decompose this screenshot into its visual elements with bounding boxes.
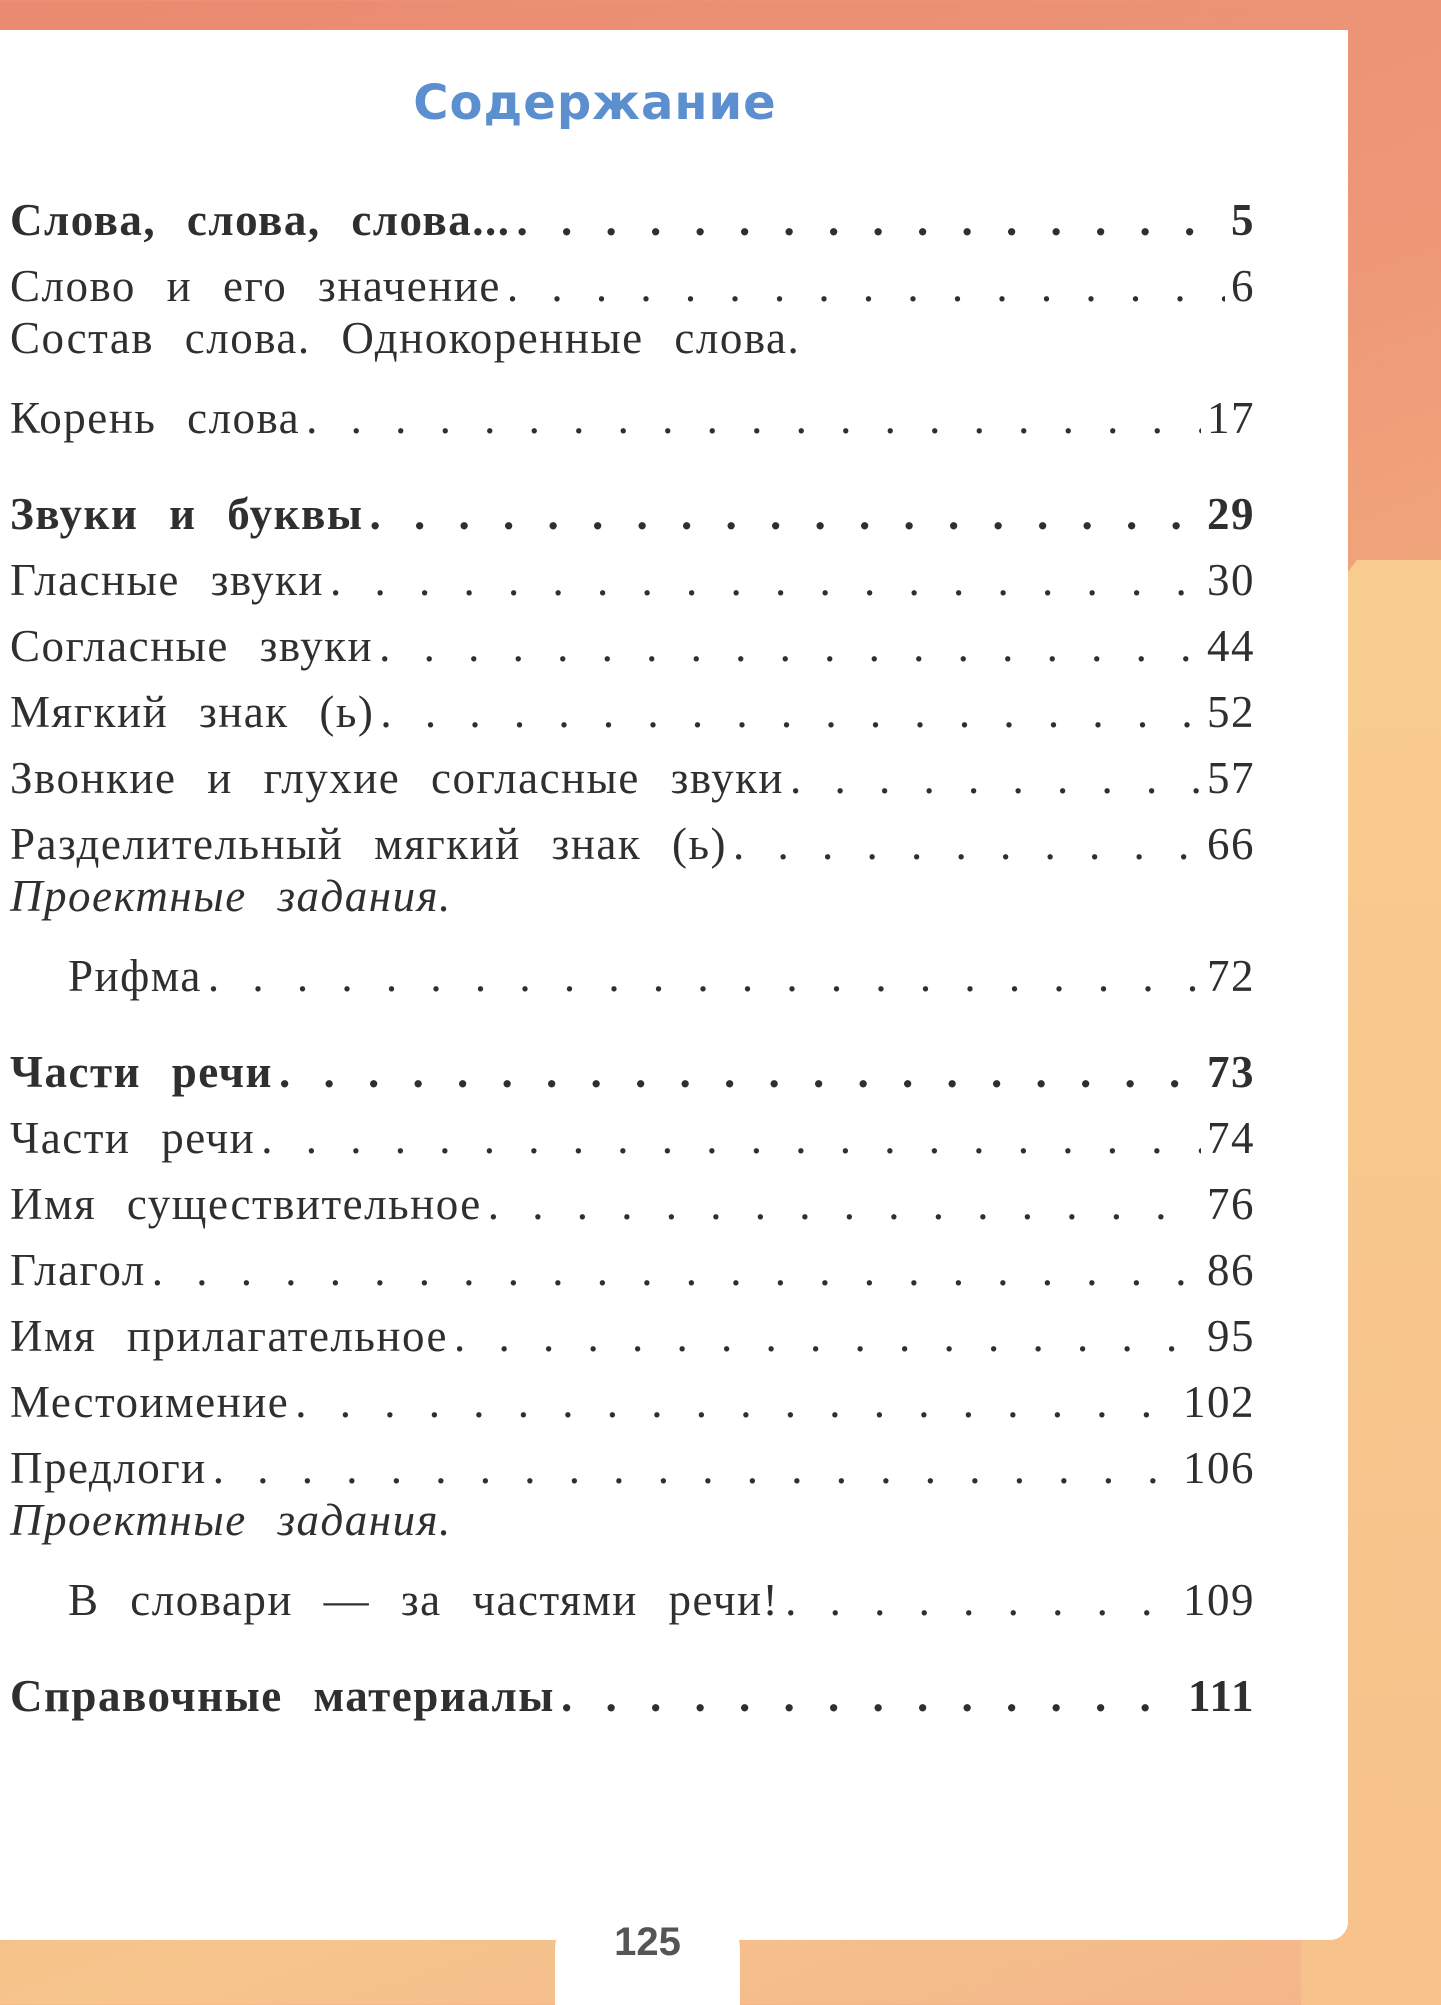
toc-entry-title: В словари — за частями речи! — [68, 1575, 780, 1625]
toc-entry-page: 17 — [1207, 393, 1255, 443]
leader-dots — [255, 1112, 1201, 1164]
toc-entry-title: Имя существительное — [10, 1179, 482, 1229]
toc-entry[interactable] — [10, 1362, 1255, 1428]
toc-entry-page: 109 — [1183, 1575, 1255, 1625]
toc-entry-title: Согласные звуки — [10, 621, 374, 671]
leader-dots — [146, 1244, 1201, 1296]
toc-entry[interactable] — [10, 870, 1255, 936]
toc-entry-title: Гласные звуки — [10, 555, 325, 605]
toc-entry[interactable] — [10, 378, 1255, 444]
toc-entry-title: Рифма — [68, 951, 202, 1001]
toc-entry[interactable] — [10, 1164, 1255, 1230]
leader-dots — [373, 620, 1201, 672]
page-title: Содержание — [413, 75, 777, 131]
toc-entry-title: Слова, слова, слова... — [10, 195, 511, 245]
leader-dots — [207, 1442, 1177, 1494]
toc-entry[interactable] — [10, 246, 1255, 312]
toc-entry-title: Части речи — [10, 1047, 273, 1097]
toc-entry-page: 44 — [1207, 621, 1255, 671]
toc-entry-title: Мягкий знак (ь) — [10, 687, 375, 737]
toc-entry[interactable] — [10, 180, 1255, 246]
toc-entry[interactable] — [10, 804, 1255, 870]
leader-dots — [779, 1574, 1177, 1626]
toc-entry[interactable] — [10, 1494, 1255, 1560]
toc-entry-page: 106 — [1183, 1443, 1255, 1493]
toc-entry-title: Звуки и буквы — [10, 489, 364, 539]
toc-entry-title: Справочные материалы — [10, 1671, 555, 1721]
toc-entry[interactable] — [10, 672, 1255, 738]
toc-entry-title: Местоимение — [10, 1377, 290, 1427]
toc-entry-page: 102 — [1183, 1377, 1255, 1427]
toc-entry-page: 76 — [1207, 1179, 1255, 1229]
toc-entry-title: Части речи — [10, 1113, 256, 1163]
toc-entry-title: Глагол — [10, 1245, 146, 1295]
leader-dots — [289, 1376, 1177, 1428]
toc-entry-page: 52 — [1207, 687, 1255, 737]
toc-entry-page: 74 — [1207, 1113, 1255, 1163]
toc-entry[interactable] — [10, 312, 1255, 378]
leader-dots — [273, 1046, 1201, 1098]
toc-entry[interactable] — [10, 936, 1255, 1002]
toc-entry-page: 6 — [1231, 261, 1255, 311]
toc-entry-page: 111 — [1187, 1671, 1255, 1721]
toc-entry-page: 29 — [1207, 489, 1255, 539]
toc-entry-page: 72 — [1207, 951, 1255, 1001]
leader-dots — [363, 488, 1201, 540]
toc-entry[interactable] — [10, 540, 1255, 606]
toc-entry[interactable] — [10, 738, 1255, 804]
toc-entry-page: 86 — [1207, 1245, 1255, 1295]
toc-entry-title: Корень слова — [10, 393, 301, 443]
leader-dots — [202, 950, 1201, 1002]
leader-dots — [482, 1178, 1201, 1230]
toc-entry-title: Разделительный мягкий знак (ь) — [10, 819, 727, 869]
leader-dots — [448, 1310, 1201, 1362]
toc-entry-title: Состав слова. Однокоренные слова. — [10, 313, 801, 363]
toc-entry[interactable] — [10, 1098, 1255, 1164]
toc-entry-page: 57 — [1207, 753, 1255, 803]
page-number: 125 — [614, 1920, 681, 1964]
toc-entry-title: Имя прилагательное — [10, 1311, 449, 1361]
toc-entry-title: Проектные задания. — [10, 871, 452, 921]
toc-entry-page: 95 — [1207, 1311, 1255, 1361]
leader-dots — [555, 1670, 1182, 1722]
toc-entry-page: 66 — [1207, 819, 1255, 869]
toc-entry[interactable] — [10, 1032, 1255, 1098]
toc-entry[interactable] — [10, 1296, 1255, 1362]
toc-entry-title: Слово и его значение — [10, 261, 501, 311]
leader-dots — [784, 752, 1201, 804]
toc-entry[interactable] — [10, 1230, 1255, 1296]
toc-entry-title: Звонкие и глухие согласные звуки — [10, 753, 785, 803]
leader-dots — [501, 260, 1225, 312]
leader-dots — [374, 686, 1201, 738]
toc-entry-title: Проектные задания. — [10, 1495, 452, 1545]
leader-dots — [324, 554, 1201, 606]
leader-dots — [510, 194, 1225, 246]
toc-entry-title: Предлоги — [10, 1443, 207, 1493]
toc-entry[interactable] — [10, 1656, 1255, 1722]
toc-entry[interactable] — [10, 606, 1255, 672]
toc-entry-page: 5 — [1231, 195, 1255, 245]
toc-entry[interactable] — [10, 474, 1255, 540]
toc-entry[interactable] — [10, 1428, 1255, 1494]
toc-entry-page: 73 — [1207, 1047, 1255, 1097]
table-of-contents — [10, 180, 1255, 1722]
leader-dots — [727, 818, 1201, 870]
toc-entry[interactable] — [10, 1560, 1255, 1626]
toc-entry-page: 30 — [1207, 555, 1255, 605]
leader-dots — [300, 392, 1201, 444]
